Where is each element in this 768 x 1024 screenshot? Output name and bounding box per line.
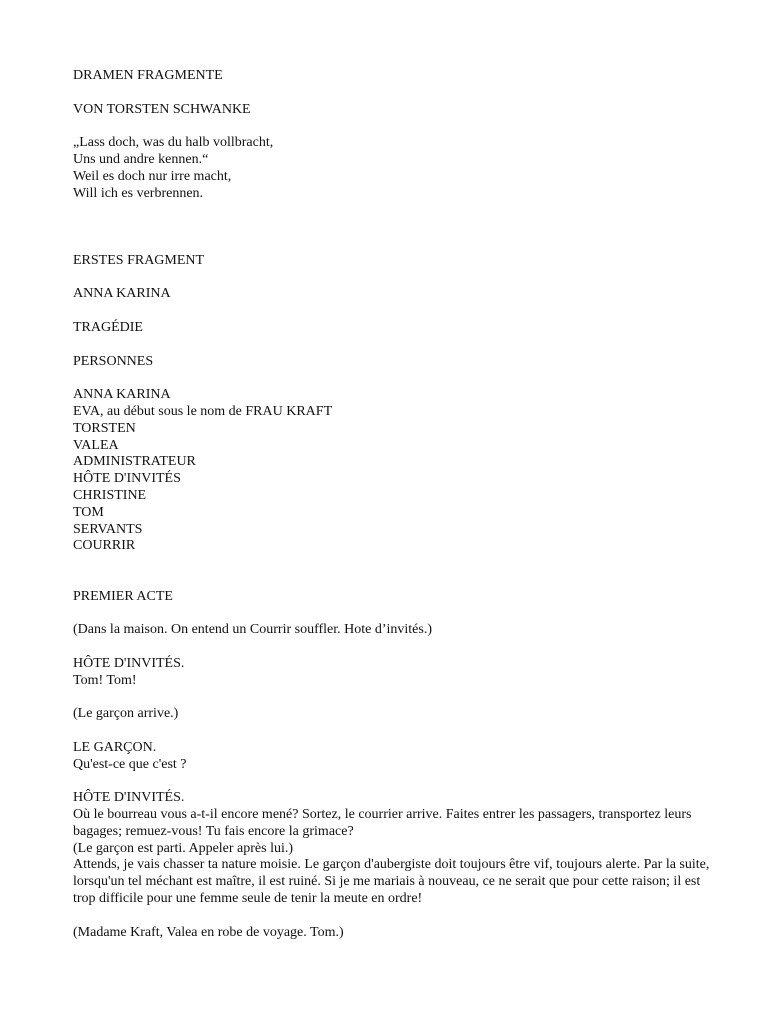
author-line: VON TORSTEN SCHWANKE xyxy=(73,101,251,117)
speech: HÔTE D'INVITÉS. Tom! Tom! xyxy=(73,655,185,688)
personnes-heading: PERSONNES xyxy=(73,353,154,369)
speech: LE GARÇON. Qu'est-ce que c'est ? xyxy=(73,739,187,772)
genre: TRAGÉDIE xyxy=(73,319,143,335)
stage-direction: (Le garçon arrive.) xyxy=(73,706,179,722)
document-page xyxy=(73,68,713,941)
epigraph: „Lass doch, was du halb vollbracht, Uns und andre kennen.“ Weil es doch nur irre macht, Will ich es verbrennen. xyxy=(73,135,274,201)
character-list: ANNA KARINA EVA, au début sous le nom de FRAU KRAFT TORSTEN VALEA ADMINISTRATEUR HÔTE D'INVITÉS CHRISTINE TOM SERVANTS COURRIR xyxy=(73,387,333,554)
stage-direction: (Madame Kraft, Valea en robe de voyage. Tom.) xyxy=(73,924,344,940)
act-heading: PREMIER ACTE xyxy=(73,588,173,604)
fragment-heading: ERSTES FRAGMENT xyxy=(73,252,205,268)
speech: HÔTE D'INVITÉS. Où le bourreau vous a-t-il encore mené? Sortez, le courrier arrive. Faites entrer les passagers, transportez leurs bagages; remuez-vous! Tu fais encore la grimace? (Le garçon est parti. Appeler après lui.) Attends, je vais chasser ta nature moisie. Le garçon d'aubergiste doit toujours être vif, toujours alerte. Par la suite, lorsqu'un tel méchant est maître, il est ruiné. Si je me mariais à nouveau, ce ne serait que pour cette raison; il est trop difficile pour une femme seule de tenir la meute en ordre! xyxy=(73,790,710,907)
stage-direction: (Dans la maison. On entend un Courrir souffler. Hote d’invités.) xyxy=(73,622,433,638)
document-title: DRAMEN FRAGMENTE xyxy=(73,68,223,83)
play-title: ANNA KARINA xyxy=(73,286,171,302)
